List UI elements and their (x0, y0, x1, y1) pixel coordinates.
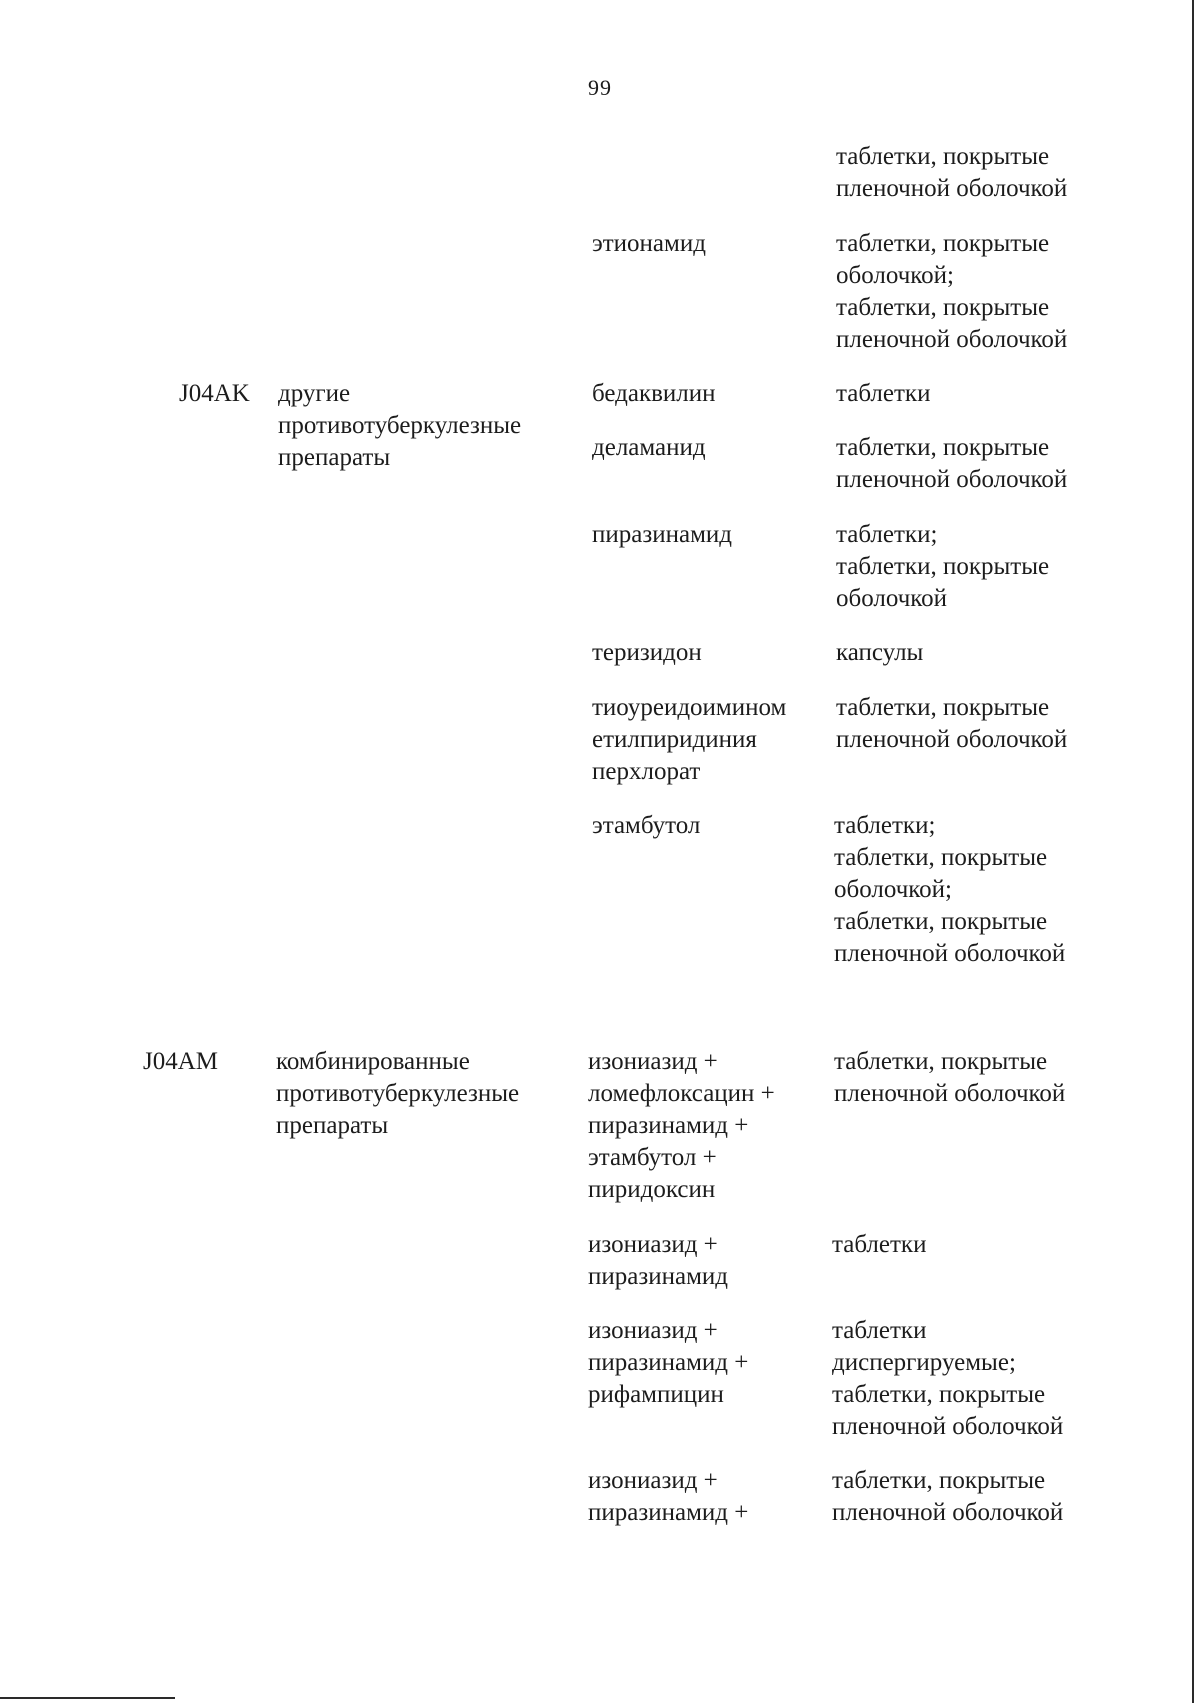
dosage-form-line: таблетки, покрытые (836, 143, 1050, 170)
atc-code: J04AK (179, 380, 250, 407)
dosage-form-line: пленочной оболочкой (832, 1413, 1064, 1440)
dosage-form-line: таблетки, покрытые (834, 908, 1048, 935)
dosage-form-line: пленочной оболочкой (836, 726, 1068, 753)
dosage-form-line: оболочкой; (836, 262, 954, 289)
dosage-form-line: таблетки, покрытые (836, 553, 1050, 580)
dosage-form-line: таблетки (832, 1317, 927, 1344)
group-name-line: противотуберкулезные (276, 1080, 520, 1107)
drug-name-line: перхлорат (592, 758, 701, 785)
dosage-form-line: пленочной оболочкой (832, 1499, 1064, 1526)
drug-name-line: изониазид + (588, 1231, 718, 1258)
drug-name-line: теризидон (592, 639, 702, 666)
dosage-form-line: таблетки; (836, 521, 938, 548)
group-name-line: комбинированные (276, 1048, 470, 1075)
drug-name-line: пиразинамид + (588, 1112, 749, 1139)
drug-name-line: этамбутол (592, 812, 701, 839)
drug-name-line: пиридоксин (588, 1176, 716, 1203)
dosage-form-line: таблетки, покрытые (836, 230, 1050, 257)
dosage-form-line: капсулы (836, 639, 924, 666)
dosage-form-line: таблетки, покрытые (834, 844, 1048, 871)
drug-name-line: этамбутол + (588, 1144, 717, 1171)
dosage-form-line: диспергируемые; (832, 1349, 1016, 1376)
dosage-form-line: таблетки; (834, 812, 936, 839)
dosage-form-line: пленочной оболочкой (836, 175, 1068, 202)
drug-name-line: изониазид + (588, 1467, 718, 1494)
drug-name-line: пиразинамид + (588, 1349, 749, 1376)
drug-name-line: рифампицин (588, 1381, 724, 1408)
dosage-form-line: таблетки (832, 1231, 927, 1258)
dosage-form-line: пленочной оболочкой (834, 1080, 1066, 1107)
atc-code: J04AM (143, 1048, 219, 1075)
group-name-line: другие (278, 380, 351, 407)
dosage-form-line: пленочной оболочкой (836, 466, 1068, 493)
drug-name-line: этионамид (592, 230, 706, 257)
dosage-form-line: таблетки, покрытые (836, 294, 1050, 321)
dosage-form-line: оболочкой; (834, 876, 952, 903)
group-name-line: противотуберкулезные (278, 412, 522, 439)
drug-name-line: пиразинамид (592, 521, 733, 548)
drug-name-line: пиразинамид + (588, 1499, 749, 1526)
dosage-form-line: таблетки (836, 380, 931, 407)
dosage-form-line: таблетки, покрытые (836, 694, 1050, 721)
drug-name-line: бедаквилин (592, 380, 716, 407)
drug-name-line: етилпиридиния (592, 726, 757, 753)
dosage-form-line: таблетки, покрытые (832, 1381, 1046, 1408)
group-name-line: препараты (276, 1112, 389, 1139)
dosage-form-line: пленочной оболочкой (834, 940, 1066, 967)
page-bottom-rule (0, 1697, 175, 1699)
drug-name-line: ломефлоксацин + (588, 1080, 775, 1107)
dosage-form-line: таблетки, покрытые (832, 1467, 1046, 1494)
drug-name-line: изониазид + (588, 1048, 718, 1075)
drug-name-line: деламанид (592, 434, 706, 461)
page-number: 99 (588, 75, 612, 100)
drug-name-line: тиоуреидоимином (592, 694, 787, 721)
page-edge-rule (1192, 0, 1194, 1703)
dosage-form-line: пленочной оболочкой (836, 326, 1068, 353)
dosage-form-line: таблетки, покрытые (834, 1048, 1048, 1075)
dosage-form-line: оболочкой (836, 585, 948, 612)
drug-name-line: изониазид + (588, 1317, 718, 1344)
group-name-line: препараты (278, 444, 391, 471)
dosage-form-line: таблетки, покрытые (836, 434, 1050, 461)
drug-name-line: пиразинамид (588, 1263, 729, 1290)
